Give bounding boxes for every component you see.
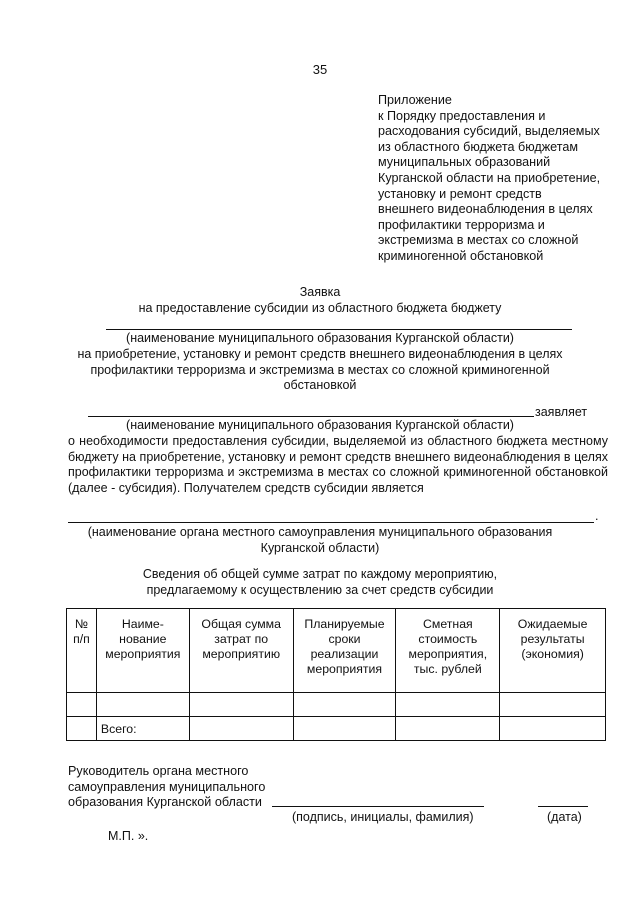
appendix-line: из областного бюджета бюджетам [378, 139, 579, 154]
document-subtitle: на предоставление субсидии из областного бюджета бюджету [138, 301, 502, 315]
appendix-line: криминогенной обстановкой [378, 248, 544, 263]
header-number: № п/п [67, 609, 97, 693]
table-cell[interactable] [96, 693, 189, 717]
appendix-line: экстремизма в местах со сложной [378, 233, 579, 248]
table-cell[interactable] [189, 693, 293, 717]
table-cell[interactable] [396, 717, 500, 741]
applicant-hint: (наименование муниципального образования Курганской области) [126, 418, 514, 432]
appendix-block [378, 93, 618, 265]
table-header-row [67, 609, 606, 693]
table-caption-line: предлагаемому к осуществлению за счет средств субсидии [146, 582, 494, 597]
table-cell[interactable] [293, 717, 396, 741]
table-total-row [67, 717, 606, 741]
appendix-line: муниципальных образований [378, 155, 551, 170]
appendix-line: расходования субсидий, выделяемых [378, 124, 600, 139]
municipality-hint: (наименование муниципального образования Курганской области) [126, 331, 514, 345]
header-event-name: Наиме-нование мероприятия [96, 609, 189, 693]
table-cell [67, 717, 97, 741]
document-title: Заявка [299, 285, 341, 299]
recipient-line-end: . [595, 509, 599, 523]
table-row [67, 693, 606, 717]
signature-block [68, 764, 265, 811]
recipient-hint-line: (наименование органа местного самоуправления муниципального образования [87, 525, 553, 539]
stamp-place: М.П. ». [108, 829, 149, 843]
signature-line-text: Руководитель органа местного [68, 764, 249, 778]
table-caption [60, 567, 580, 598]
appendix-line: Приложение [378, 93, 452, 107]
body-paragraph: о необходимости предоставления субсидии, выделяемой из областного бюджета местному бюджету на приобретение, установку и ремонт средств внешнего видеонаблюдения в целях профилактики терроризма и экстремизма в местах со сложной криминогенной обстановкой (далее - субсидия). Получателем средств субсидии является [68, 434, 608, 495]
table-caption-line: Сведения об общей сумме затрат по каждому мероприятию, [142, 567, 498, 581]
appendix-line: Курганской области на приобретение, [378, 170, 601, 185]
recipient-hint [60, 525, 580, 556]
recipient-hint-line: Курганской области) [260, 540, 380, 555]
date-line[interactable] [538, 806, 588, 807]
signature-line[interactable] [272, 806, 484, 807]
table-cell[interactable] [500, 693, 606, 717]
applicant-name-line[interactable] [88, 416, 534, 417]
table-cell[interactable] [396, 693, 500, 717]
table-cell[interactable] [293, 693, 396, 717]
recipient-name-line[interactable] [68, 522, 594, 523]
purpose-line: на приобретение, установку и ремонт средств внешнего видеонаблюдения в целях [77, 347, 563, 361]
appendix-line: установку и ремонт средств [378, 186, 542, 201]
purpose-text [60, 347, 580, 394]
municipality-name-line[interactable] [106, 329, 572, 330]
signature-line-text: образования Курганской области [68, 795, 262, 810]
appendix-line: внешнего видеонаблюдения в целях [378, 202, 593, 217]
header-expected-results: Ожидаемые результаты (экономия) [500, 609, 606, 693]
table-cell[interactable] [500, 717, 606, 741]
header-timeframe: Планируемые сроки реализации мероприятия [293, 609, 396, 693]
declares-word: заявляет [535, 405, 588, 419]
page-number: 35 [312, 62, 328, 77]
appendix-line: профилактики терроризма и [378, 217, 545, 232]
date-hint: (дата) [547, 810, 582, 824]
purpose-line: обстановкой [283, 378, 357, 393]
purpose-line: профилактики терроризма и экстремизма в местах со сложной криминогенной [90, 362, 550, 377]
appendix-line: к Порядку предоставления и [378, 108, 546, 123]
table-cell[interactable] [67, 693, 97, 717]
header-total-cost: Общая сумма затрат по мероприятию [189, 609, 293, 693]
costs-table [66, 608, 606, 741]
total-label: Всего: [96, 717, 189, 741]
signature-hint: (подпись, инициалы, фамилия) [292, 810, 474, 824]
signature-line-text: самоуправления муниципального [68, 779, 266, 794]
table-cell[interactable] [189, 717, 293, 741]
header-estimated-cost: Сметная стоимость мероприятия, тыс. рублей [396, 609, 500, 693]
